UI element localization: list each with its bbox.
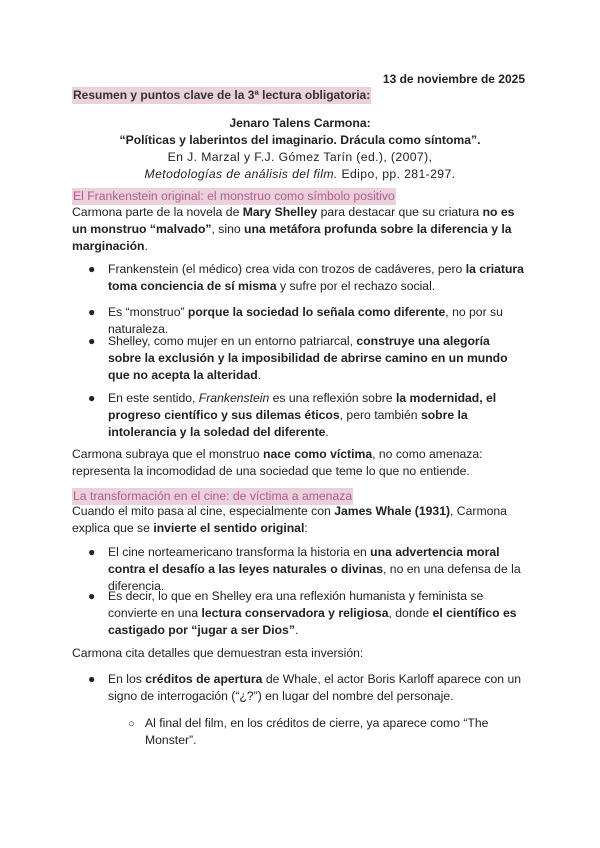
text-run: Shelley, como mujer en un entorno patriarcal,	[108, 334, 357, 348]
bold-text: lectura conservadora y religiosa	[201, 606, 389, 620]
text-run: , no por su naturaleza.	[108, 305, 503, 336]
text-run: Frankenstein (el médico) crea vida con trozos de cadáveres, pero	[108, 262, 466, 276]
section1-bullet-3	[108, 333, 526, 384]
text-run: .	[325, 425, 329, 439]
bold-text: el científico es castigado por “jugar a ser Dios”	[108, 606, 517, 637]
text-run: Al final del film, en los créditos de cierre, ya aparece como “The Monster”.	[145, 716, 489, 747]
bold-text: nace como víctima	[263, 447, 373, 461]
bullet-icon: ●	[88, 672, 96, 686]
section2-detail-1	[108, 671, 526, 705]
text-run: :	[304, 521, 308, 535]
citation-block	[72, 115, 528, 183]
section2-subdetail-1	[145, 715, 535, 749]
text-run: .	[144, 239, 148, 253]
section1-bullet-4	[108, 390, 526, 441]
text-run: de Whale, el actor Boris Karloff aparece con un signo de interrogación (“¿?”) en lugar del nombre del personaje.	[108, 672, 522, 703]
text-run: , pero también	[339, 408, 421, 422]
bold-text: no es un monstruo “malvado”	[72, 205, 515, 236]
bold-text: la modernidad, el progreso científico y sus dilemas éticos	[108, 391, 497, 422]
text-run: es una reflexión sobre	[269, 391, 396, 405]
citation-editors: En J. Marzal y F.J. Gómez Tarín (ed.), (2007),	[167, 150, 433, 164]
italic-text: Frankenstein	[198, 391, 270, 405]
bold-text: porque la sociedad lo señala como diferente	[187, 305, 446, 319]
text-run: , Carmona explica que se	[72, 504, 507, 535]
bold-text: construye una alegoría sobre la exclusión y la imposibilidad de abrirse camino en un mundo que no acepta la alteridad	[108, 334, 508, 382]
text-run: En los	[108, 672, 146, 686]
text-run: .	[257, 368, 262, 382]
text-run: El cine norteamericano transforma la historia en	[108, 545, 371, 559]
text-run: En este sentido,	[108, 391, 199, 405]
citation-book-line	[72, 166, 528, 183]
document-title: Resumen y puntos clave de la 3ª lectura obligatoria:	[73, 88, 371, 102]
citation-author: Jenaro Talens Carmona:	[229, 116, 371, 130]
text-run: , no como amenaza: representa la incomodidad de una sociedad que teme lo que no entiende.	[72, 447, 483, 478]
text-run: Es decir, lo que en Shelley era una reflexión humanista y feminista se convierte en una	[108, 589, 484, 620]
text-run: Cuando el mito pasa al cine, especialmente con	[72, 504, 335, 518]
text-run: .	[294, 623, 299, 637]
bullet-icon: ●	[88, 391, 96, 405]
text-run: , sino	[211, 222, 245, 236]
bold-text: una metáfora profunda sobre la diferencia y la marginación	[72, 222, 512, 253]
text-run: Carmona subraya que el monstruo	[72, 447, 264, 461]
text-run: Es “monstruo”	[108, 305, 188, 319]
section2-bullet-2	[108, 588, 526, 639]
bullet-icon: ●	[88, 305, 96, 319]
text-run: Carmona cita detalles que demuestran esta inversión:	[72, 646, 364, 660]
bold-text: créditos de apertura	[145, 672, 263, 686]
bullet-icon: ●	[88, 545, 96, 559]
bullet-icon: ●	[88, 589, 96, 603]
bullet-icon: ●	[88, 334, 96, 348]
document-date: 13 de noviembre de 2025	[382, 72, 525, 86]
citation-work-title: “Políticas y laberintos del imaginario. Drácula como síntoma”.	[119, 133, 481, 147]
text-run: para destacar que su criatura	[317, 205, 483, 219]
section-heading-transformacion-cine: La transformación en el cine: de víctima a amenaza	[73, 489, 353, 503]
sub-bullet-icon: ○	[128, 718, 135, 730]
bold-text: James Whale (1931)	[334, 504, 451, 518]
text-run: , no en una defensa de la diferencia.	[108, 562, 521, 593]
bold-text: la criatura toma conciencia de sí misma	[108, 262, 524, 293]
section1-bullet-1	[108, 261, 526, 295]
section-heading-frankenstein-original: El Frankenstein original: el monstruo como símbolo positivo	[73, 189, 395, 203]
section1-closing-paragraph	[72, 446, 532, 480]
section2-details-intro	[72, 645, 532, 662]
bold-text: Mary Shelley	[242, 205, 318, 219]
citation-publisher: Edipo, pp. 281-297.	[337, 167, 456, 181]
citation-book-title: Metodologías de análisis del film.	[144, 167, 338, 181]
section2-intro-paragraph	[72, 503, 532, 537]
section1-intro-paragraph	[72, 204, 532, 255]
text-run: y sufre por el rechazo social.	[276, 279, 436, 293]
text-run: Carmona parte de la novela de	[72, 205, 243, 219]
bullet-icon: ●	[88, 262, 96, 276]
bold-text: sobre la intolerancia y la soledad del diferente	[108, 408, 468, 439]
bold-text: invierte el sentido original	[153, 521, 305, 535]
bold-text: una advertencia moral contra el desafío a las leyes naturales o divinas	[108, 545, 500, 576]
text-run: , donde	[388, 606, 433, 620]
